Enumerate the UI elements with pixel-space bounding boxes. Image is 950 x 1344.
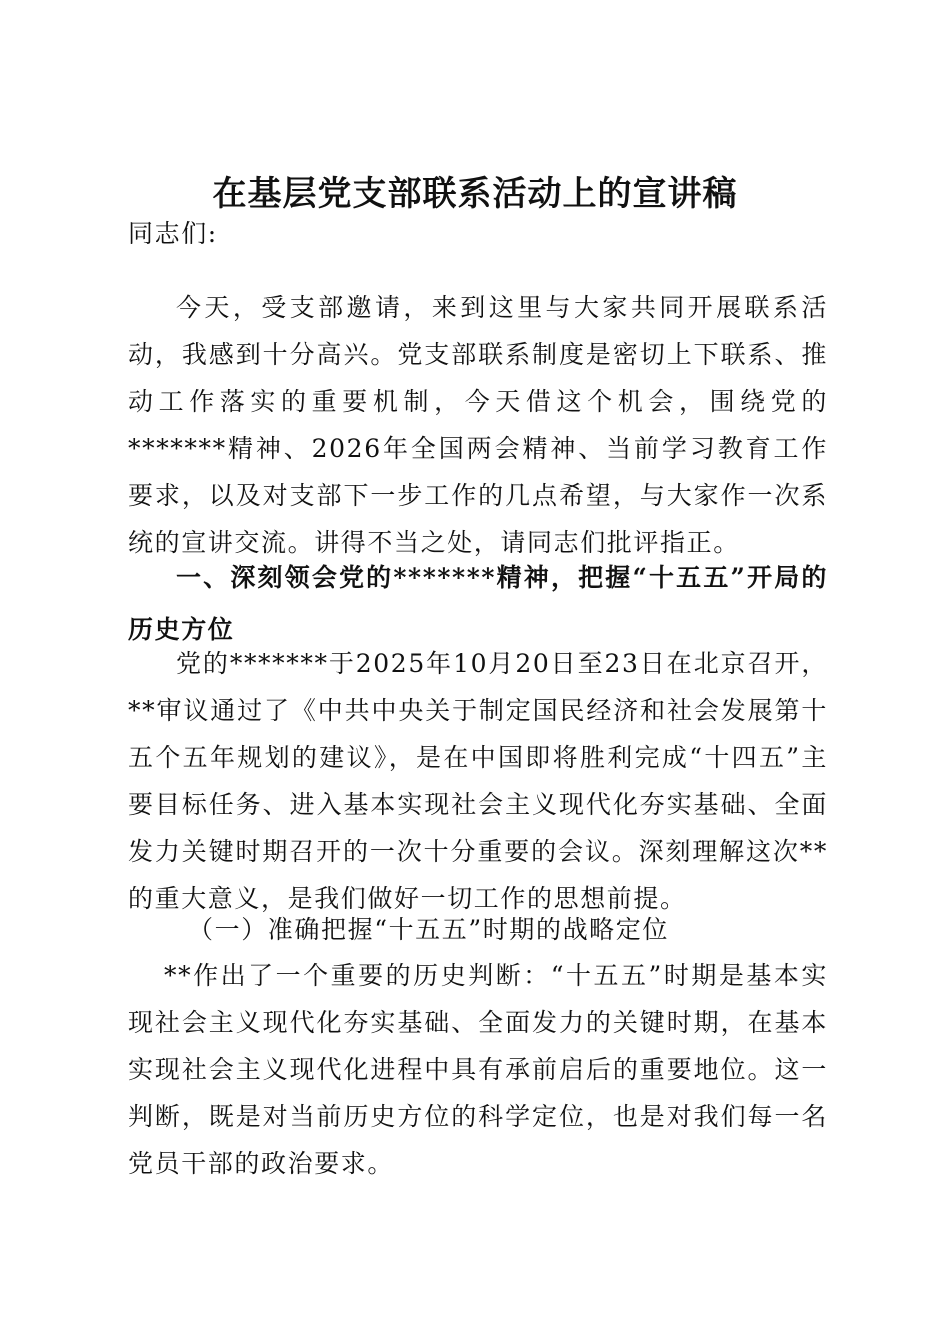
subsection-1-heading: （一）准确把握“十五五”时期的战略定位 [188,915,669,944]
subsection-1-paragraph: **作出了一个重要的历史判断：“十五五”时期是基本实现社会主义现代化夯实基础、全面发力的关键时期，在基本实现社会主义现代化进程中具有承前启后的重要地位。这一判断，既是对当前历史方位的科学定位，也是对我们每一名党员干部的政治要求。 [128,961,828,1178]
section-1-heading: 一、深刻领会党的*******精神，把握“十五五”开局的历史方位 [128,563,828,644]
document-title: 在基层党支部联系活动上的宣讲稿 [212,174,738,214]
section-1-paragraph: 党的*******于2025年10月20日至23日在北京召开，**审议通过了《中共中央关于制定国民经济和社会发展第十五个五年规划的建议》，是在中国即将胜利完成“十四五”主要目标任务、进入基本实现社会主义现代化夯实基础、全面发力关键时期召开的一次十分重要的会议。深刻理解这次**的重大意义，是我们做好一切工作的思想前提。 [128,649,828,913]
intro-paragraph: 今天，受支部邀请，来到这里与大家共同开展联系活动，我感到十分高兴。党支部联系制度是密切上下联系、推动工作落实的重要机制，今天借这个机会，围绕党的*******精神、2026年全国两会精神、当前学习教育工作要求，以及对支部下一步工作的几点希望，与大家作一次系统的宣讲交流。讲得不当之处，请同志们批评指正。 [128,293,828,557]
salutation: 同志们: [128,219,218,248]
